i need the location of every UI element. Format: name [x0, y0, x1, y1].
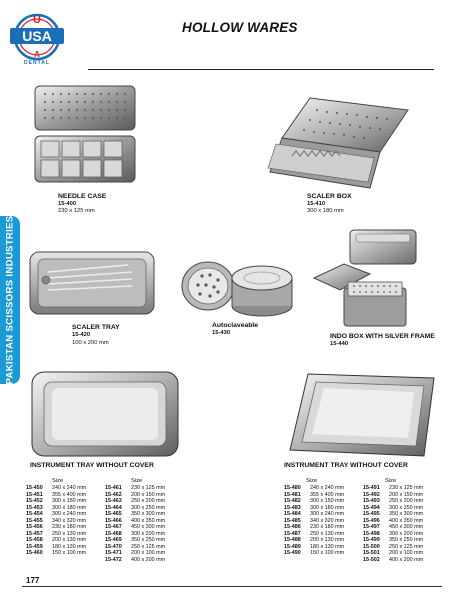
size-cell: 350 x 300 mm: [389, 511, 424, 517]
code-cell: 15-502: [363, 556, 380, 563]
code-cell: 15-450: [26, 485, 43, 491]
size-cell: 250 x 200 mm: [389, 498, 424, 504]
tray-table-right-size-header-2: Size: [385, 478, 397, 484]
code-cell: 15-493: [363, 498, 380, 504]
needle-case-image: [33, 84, 141, 186]
tray-table-right-size-header-1: Size: [306, 478, 318, 484]
code-cell: 15-461: [105, 485, 122, 491]
code-cell: 15-488: [284, 537, 301, 543]
size-cell: 150 x 100 mm: [310, 550, 345, 556]
size-cell: 350 x 250 mm: [389, 537, 424, 543]
size-cell: 300 x 150 mm: [52, 498, 87, 504]
code-cell: 15-495: [363, 511, 380, 517]
size-cell: 300 x 250 mm: [131, 504, 166, 511]
code-cell: 15-500: [363, 543, 380, 550]
size-cell: 340 x 320 mm: [310, 517, 345, 524]
scaler-tray-name: SCALER TRAY: [72, 324, 120, 331]
code-cell: 15-496: [363, 517, 380, 524]
code-cell: 15-453: [26, 504, 43, 511]
code-cell: 15-491: [363, 485, 380, 491]
code-cell: 15-470: [105, 543, 122, 550]
scaler-tray-size: 100 x 200 mm: [72, 340, 109, 346]
code-cell: 15-486: [284, 524, 301, 530]
code-cell: 15-467: [105, 524, 122, 530]
size-cell: 300 x 150 mm: [310, 498, 345, 504]
code-cell: 15-498: [363, 530, 380, 537]
needle-case-size: 230 x 125 mm: [58, 208, 95, 214]
size-cell: 250 x 125 mm: [131, 543, 166, 550]
code-cell: 15-451: [26, 491, 43, 498]
scaler-box-name: SCALER BOX: [307, 193, 352, 200]
instrument-tray-right-image: [288, 370, 438, 460]
size-cell: 200 x 130 mm: [52, 537, 87, 543]
size-cell: 350 x 250 mm: [131, 537, 166, 543]
code-cell: 15-457: [26, 530, 43, 537]
indo-box-name: INDO BOX WITH SILVER FRAME: [330, 333, 435, 340]
code-cell: 15-494: [363, 504, 380, 511]
code-cell: 15-459: [26, 543, 43, 550]
size-cell: 300 x 200 mm: [389, 530, 424, 537]
logo-ring-text: DENTAL: [24, 60, 50, 66]
code-cell: 15-465: [105, 511, 122, 517]
code-cell: 15-482: [284, 498, 301, 504]
size-cell: 180 x 130 mm: [52, 543, 87, 550]
size-cell: 450 x 300 mm: [131, 524, 166, 530]
size-cell: 240 x 240 mm: [310, 485, 345, 491]
size-cell: 180 x 130 mm: [310, 543, 345, 550]
table-row: [284, 557, 454, 564]
size-cell: 400 x 200 mm: [131, 556, 166, 563]
code-cell: 15-462: [105, 491, 122, 498]
header-divider: [88, 69, 434, 70]
size-cell: 240 x 240 mm: [52, 485, 87, 491]
size-cell: 250 x 125 mm: [389, 543, 424, 550]
needle-case-code: 15-400: [58, 201, 77, 207]
tray-table-right: [284, 485, 454, 563]
table-row: [26, 557, 206, 564]
code-cell: 15-480: [284, 485, 301, 491]
size-cell: 300 x 180 mm: [310, 504, 345, 511]
code-cell: 15-472: [105, 556, 122, 563]
size-cell: 400 x 200 mm: [389, 556, 424, 563]
page-number: 177: [26, 576, 40, 585]
code-cell: 15-460: [26, 550, 43, 556]
scaler-tray-code: 15-420: [72, 332, 91, 338]
code-cell: 15-456: [26, 524, 43, 530]
size-cell: 355 x 400 mm: [310, 491, 345, 498]
size-cell: 355 x 400 mm: [52, 491, 87, 498]
tray-table-left: [26, 485, 206, 563]
code-cell: 15-485: [284, 517, 301, 524]
code-cell: 15-463: [105, 498, 122, 504]
needle-case-name: NEEDLE CASE: [58, 193, 107, 200]
scaler-tray-image: [28, 250, 156, 316]
scaler-box-image: [262, 92, 412, 192]
size-cell: 450 x 300 mm: [389, 524, 424, 530]
usa-dental-logo: [4, 6, 74, 66]
code-cell: 15-471: [105, 550, 122, 556]
size-cell: 300 x 240 mm: [310, 511, 345, 517]
size-cell: 200 x 130 mm: [310, 537, 345, 543]
size-cell: 250 x 130 mm: [310, 530, 345, 537]
code-cell: 15-455: [26, 517, 43, 524]
code-cell: 15-481: [284, 491, 301, 498]
code-cell: 15-483: [284, 504, 301, 511]
scaler-box-code: 15-410: [307, 201, 326, 207]
size-cell: 350 x 300 mm: [131, 511, 166, 517]
page-title: HOLLOW WARES: [182, 20, 298, 35]
indo-box-image: [310, 226, 426, 330]
side-banner-text: PAKISTAN SCISSORS INDUSTRIES: [4, 215, 16, 385]
code-cell: 15-499: [363, 537, 380, 543]
size-cell: 300 x 240 mm: [52, 511, 87, 517]
code-cell: 15-484: [284, 511, 301, 517]
size-cell: 230 x 125 mm: [131, 485, 166, 491]
tray-table-left-size-header-2: Size: [131, 478, 143, 484]
code-cell: 15-492: [363, 491, 380, 498]
size-cell: 340 x 320 mm: [52, 517, 87, 524]
code-cell: 15-501: [363, 550, 380, 556]
size-cell: 400 x 350 mm: [389, 517, 424, 524]
code-cell: 15-469: [105, 537, 122, 543]
size-cell: 150 x 100 mm: [52, 550, 87, 556]
code-cell: 15-454: [26, 511, 43, 517]
autoclave-container-image: [180, 256, 298, 320]
code-cell: 15-497: [363, 524, 380, 530]
code-cell: 15-466: [105, 517, 122, 524]
autoclaveable-code: 15-430: [212, 330, 231, 336]
code-cell: 15-490: [284, 550, 301, 556]
code-cell: 15-458: [26, 537, 43, 543]
code-cell: 15-489: [284, 543, 301, 550]
size-cell: 250 x 200 mm: [131, 498, 166, 504]
tray-table-left-title: INSTRUMENT TRAY WITHOUT COVER: [30, 462, 154, 469]
size-cell: 230 x 125 mm: [389, 485, 424, 491]
size-cell: 300 x 250 mm: [389, 504, 424, 511]
logo-usa-text: USA: [22, 28, 52, 44]
code-cell: 15-464: [105, 504, 122, 511]
code-cell: 15-468: [105, 530, 122, 537]
tray-table-right-title: INSTRUMENT TRAY WITHOUT COVER: [284, 462, 408, 469]
size-cell: 230 x 180 mm: [310, 524, 345, 530]
logo-top-letter: U: [33, 14, 41, 26]
size-cell: 200 x 100 mm: [131, 550, 166, 556]
indo-box-code: 15-440: [330, 341, 349, 347]
code-cell: 15-487: [284, 530, 301, 537]
autoclaveable-name: Autoclaveable: [212, 322, 259, 329]
side-banner: [0, 216, 20, 384]
instrument-tray-left-image: [30, 370, 180, 458]
footer-divider: [22, 586, 442, 587]
size-cell: 200 x 150 mm: [389, 491, 424, 498]
tray-table-left-size-header-1: Size: [52, 478, 64, 484]
code-cell: 15-452: [26, 498, 43, 504]
size-cell: 250 x 130 mm: [52, 530, 87, 537]
size-cell: 300 x 200 mm: [131, 530, 166, 537]
size-cell: 300 x 180 mm: [52, 504, 87, 511]
size-cell: 400 x 350 mm: [131, 517, 166, 524]
size-cell: 200 x 100 mm: [389, 550, 424, 556]
size-cell: 200 x 150 mm: [131, 491, 166, 498]
size-cell: 230 x 180 mm: [52, 524, 87, 530]
logo-bottom-letter: A: [34, 50, 40, 59]
scaler-box-size: 300 x 180 mm: [307, 208, 344, 214]
